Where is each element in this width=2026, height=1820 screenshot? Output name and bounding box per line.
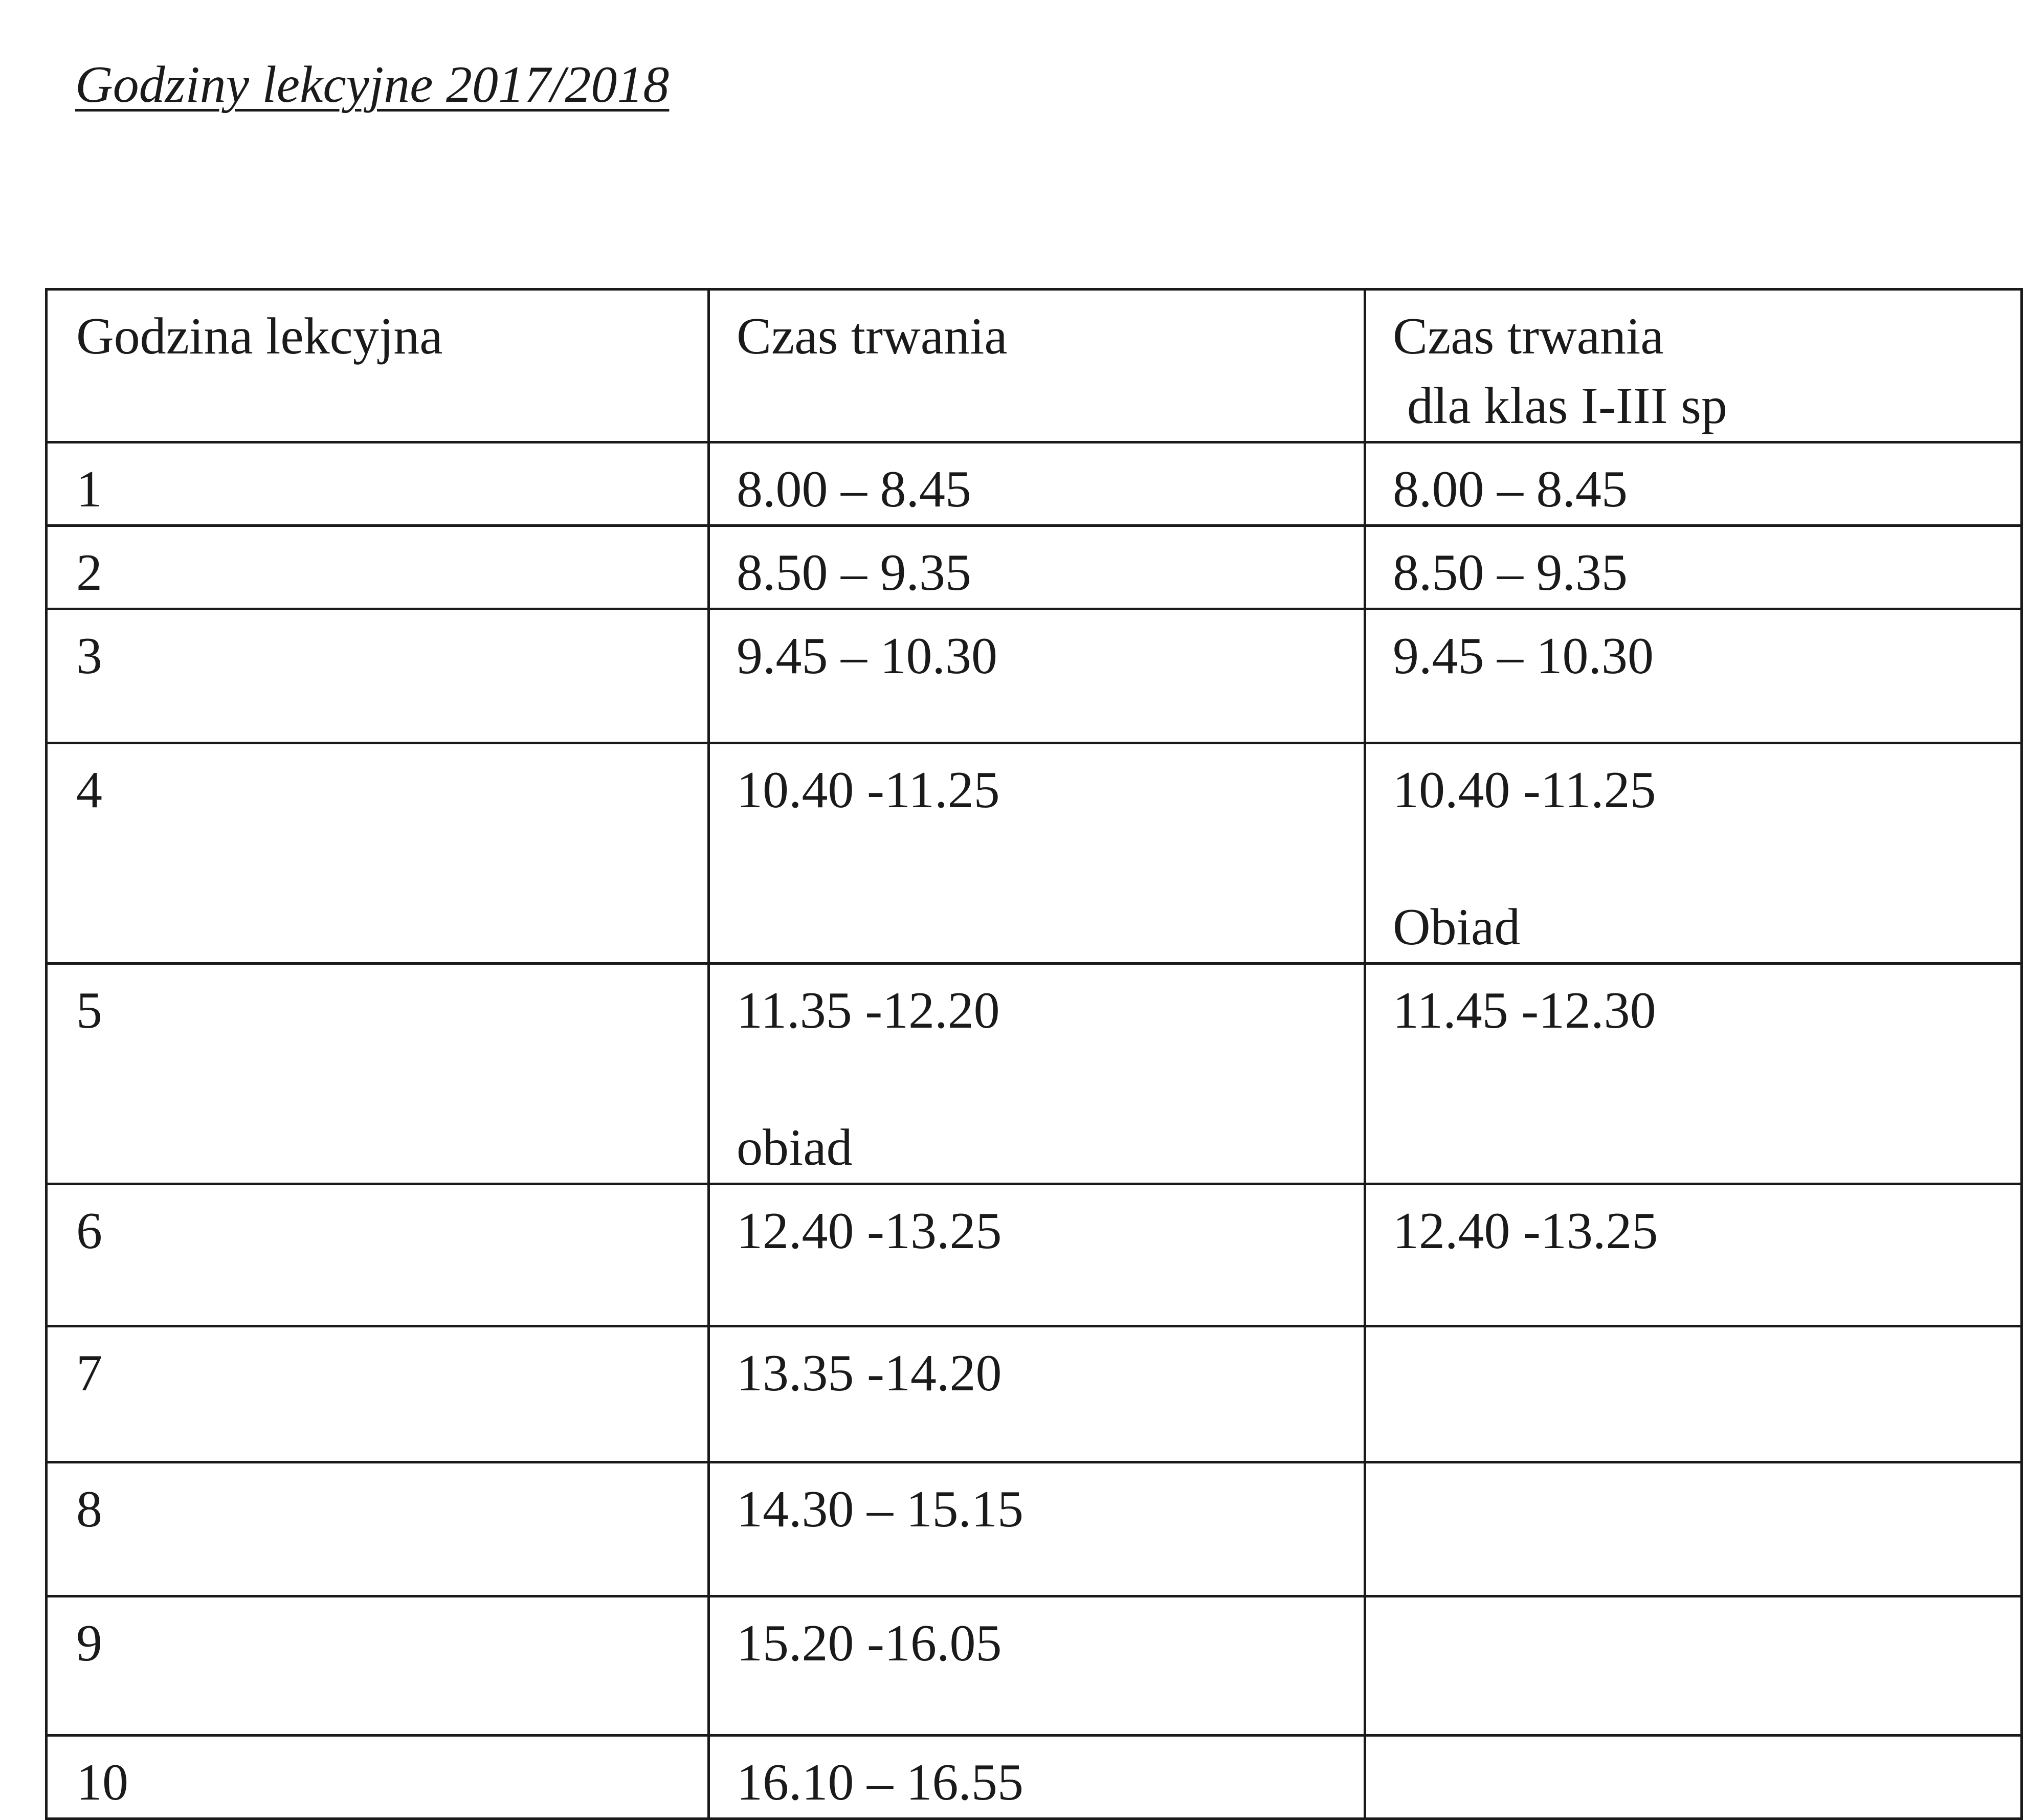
lesson-time-grades-1-3: 9.45 – 10.30 (1365, 609, 2022, 743)
lesson-number: 3 (47, 609, 709, 743)
lesson-time-grades-1-3: 8.00 – 8.45 (1365, 442, 2022, 526)
lesson-time: 10.40 -11.25 (709, 743, 1365, 964)
lesson-number: 1 (47, 442, 709, 526)
header-duration-grades-1-3 (1365, 290, 2022, 442)
table-row (47, 442, 2022, 526)
lesson-time: 13.35 -14.20 (709, 1326, 1365, 1462)
lesson-time: 8.00 – 8.45 (709, 442, 1365, 526)
table-row (47, 609, 2022, 743)
lesson-number: 7 (47, 1326, 709, 1462)
lesson-time-grades-1-3 (1365, 743, 2022, 964)
lesson-time: 15.20 -16.05 (709, 1596, 1365, 1736)
lesson-time: 14.30 – 15.15 (709, 1462, 1365, 1596)
header-duration (709, 290, 1365, 442)
table-row (47, 1736, 2022, 1819)
lesson-time: 16.10 – 16.55 (709, 1736, 1365, 1819)
table-row (47, 1596, 2022, 1736)
lunch-note: obiad (737, 1119, 853, 1177)
lesson-time: 9.45 – 10.30 (709, 609, 1365, 743)
table-row (47, 743, 2022, 964)
lesson-time-grades-1-3 (1365, 1596, 2022, 1736)
table-row (47, 1326, 2022, 1462)
lesson-time-grades-1-3: 8.50 – 9.35 (1365, 526, 2022, 609)
document-title: Godziny lekcyjne 2017/2018 (75, 56, 670, 114)
lesson-number: 2 (47, 526, 709, 609)
lesson-time-grades-1-3: 12.40 -13.25 (1365, 1184, 2022, 1326)
header-label-line-2: dla klas I-III sp (1407, 377, 1727, 435)
table-row (47, 1462, 2022, 1596)
lesson-time-grades-1-3: 11.45 -12.30 (1365, 964, 2022, 1184)
lesson-time-grades-1-3 (1365, 1326, 2022, 1462)
header-lesson-hour (47, 290, 709, 442)
header-label: Godzina lekcyjna (76, 307, 443, 365)
lesson-time (709, 964, 1365, 1184)
table-row (47, 526, 2022, 609)
lesson-number: 4 (47, 743, 709, 964)
lesson-number: 6 (47, 1184, 709, 1326)
lesson-number: 10 (47, 1736, 709, 1819)
header-label: Czas trwania (737, 307, 1008, 365)
lesson-time: 8.50 – 9.35 (709, 526, 1365, 609)
lesson-time-grades-1-3 (1365, 1462, 2022, 1596)
table-header-row (47, 290, 2022, 442)
lesson-schedule-table (45, 288, 2023, 1820)
table-row (47, 1184, 2022, 1326)
header-label: Czas trwania (1393, 307, 1664, 365)
lesson-number: 9 (47, 1596, 709, 1736)
lesson-number: 8 (47, 1462, 709, 1596)
table-body (47, 290, 2022, 1819)
table-row (47, 964, 2022, 1184)
lunch-note: Obiad (1393, 898, 1521, 956)
lesson-time: 12.40 -13.25 (709, 1184, 1365, 1326)
lesson-time-value: 10.40 -11.25 (1393, 761, 1656, 819)
lesson-time-grades-1-3 (1365, 1736, 2022, 1819)
lesson-time-value: 11.35 -12.20 (737, 982, 1000, 1039)
lesson-number: 5 (47, 964, 709, 1184)
